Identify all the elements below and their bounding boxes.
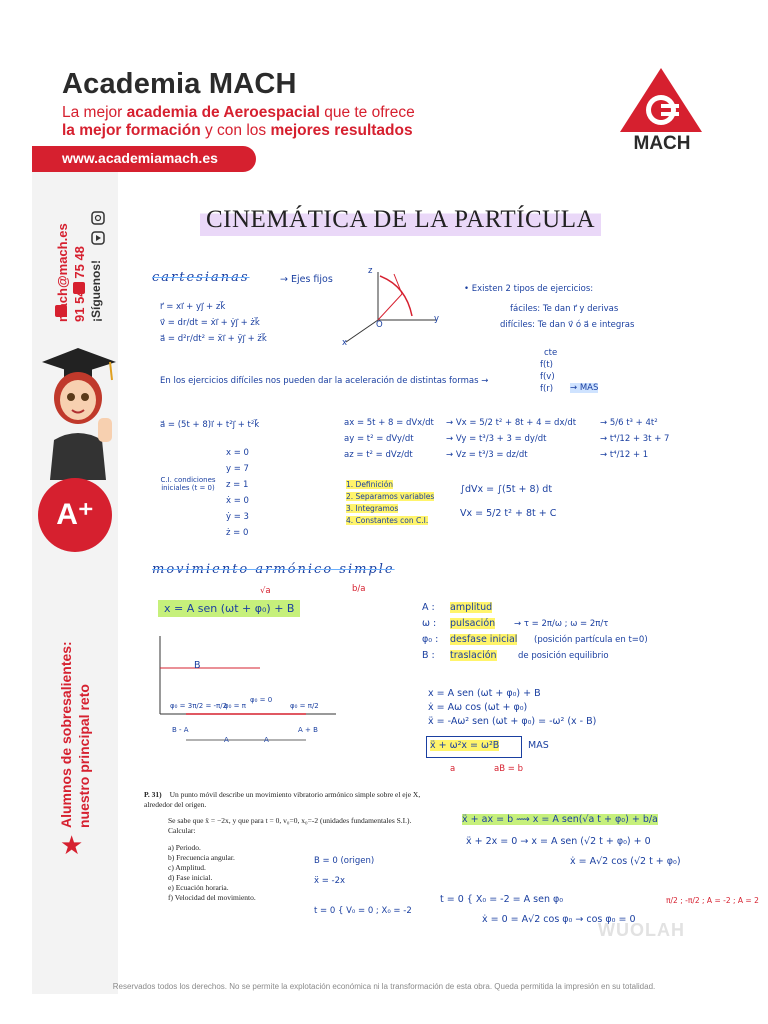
fixed-axes-note: → Ejes fijos — [280, 274, 333, 285]
boxed-a-note: a — [450, 764, 456, 774]
vy-equation: → Vy = t³/3 + 3 = dy/dt — [446, 434, 547, 444]
ay-equation: ay = t² = dVy/dt — [344, 434, 414, 444]
graph-phi-4: φ₀ = π — [224, 702, 246, 710]
graph-b-label: B — [194, 660, 201, 671]
follow-label: ¡Síguenos! — [89, 260, 103, 322]
def-w-name: pulsación — [450, 618, 496, 629]
step-1: 1. Definición — [346, 480, 394, 489]
def-b-name: traslación — [450, 650, 497, 661]
def-b-desc: de posición equilibrio — [518, 651, 609, 661]
accel-form-1: cte — [544, 348, 558, 358]
def-a-name: amplitud — [450, 602, 493, 613]
ax-equation: ax = 5t + 8 = dVx/dt — [344, 418, 434, 428]
mas-equation: x = A sen (ωt + φ₀) + B — [158, 600, 300, 617]
derivative-2: ẍ = -Aω² sen (ωt + φ₀) = -ω² (x - B) — [428, 716, 597, 727]
instagram-icon[interactable] — [92, 212, 104, 224]
brand-name: Academia MACH — [62, 68, 297, 100]
graph-a-plus-b: A + B — [298, 726, 318, 734]
section-cartesianas: cartesianas — [152, 270, 250, 285]
solution-t0-velocity: ẋ = 0 = A√2 cos φ₀ → cos φ₀ = 0 — [482, 914, 636, 925]
tagline-line-1: La mejor academia de Aeroespacial que te ofrece — [62, 104, 415, 121]
section-mas: movimiento armónico simple — [152, 562, 395, 577]
contact-phone[interactable]: 91 543 75 48 — [72, 246, 87, 322]
y-result: → t⁴/12 + 3t + 7 — [600, 434, 670, 444]
mas-tag: → MAS — [570, 383, 599, 393]
video-icon[interactable] — [92, 232, 104, 244]
graph-a-1: A — [224, 736, 229, 744]
vx-equation: → Vx = 5/2 t² + 8t + 4 = dx/dt — [446, 418, 577, 428]
accel-form-4: f(r) — [540, 384, 554, 394]
def-phi-sym: φ₀ : — [422, 634, 439, 645]
wuolah-watermark: WUOLAH — [598, 920, 685, 940]
cartesian-axes-diagram — [340, 266, 450, 346]
graph-phi-3: φ₀ = π/2 — [290, 702, 319, 710]
solution-general: ẍ + ax = b ⟿ x = A sen(√a t + φ₀) + b/a — [462, 814, 658, 825]
def-a-sym: A : — [422, 602, 435, 613]
solution-velocity: ẋ = A√2 cos (√2 t + φ₀) — [570, 856, 681, 867]
def-w-sym: ω : — [422, 618, 437, 629]
integral-setup: ∫dVx = ∫(5t + 8) dt — [460, 484, 553, 495]
axis-y-label: y — [434, 314, 440, 324]
accel-form-2: f(t) — [540, 360, 553, 370]
copyright-footer: Reservados todos los derechos. No se permite la explotación económica ni la transformación de esta obra. Queda permitida la impresión en su totalidad. — [112, 982, 656, 991]
star-icon: ★ — [60, 830, 84, 860]
step-4: 4. Constantes con C.I. — [346, 516, 429, 525]
integral-result: Vx = 5/2 t² + 8t + C — [460, 508, 557, 519]
eq-note-sqrt: √a — [260, 586, 271, 596]
initial-conditions-label: C.I. condiciones iniciales (t = 0) — [160, 476, 216, 492]
logo-text: MACH — [633, 133, 691, 154]
derivative-0: x = A sen (ωt + φ₀) + B — [428, 688, 541, 699]
tagline-line-2: la mejor formación y con los mejores resultados — [62, 122, 413, 139]
example-acceleration: a⃗ = (5t + 8)i⃗ + t²j⃗ + t²k⃗ — [160, 420, 260, 430]
exercise-types-title: • Existen 2 tipos de ejercicios: — [464, 284, 594, 294]
step-3: 3. Integramos — [346, 504, 399, 513]
solution-specific: ẍ + 2x = 0 → x = A sen (√2 t + φ₀) + 0 — [466, 836, 651, 847]
promo-line-2: nuestro principal reto — [76, 684, 92, 828]
ci-z: z = 1 — [226, 480, 249, 490]
vz-equation: → Vz = t³/3 = dz/dt — [446, 450, 528, 460]
az-equation: az = t² = dVz/dt — [344, 450, 413, 460]
ci-y: y = 7 — [226, 464, 249, 474]
position-vector: r⃗ = xi⃗ + yj⃗ + zk⃗ — [160, 302, 226, 312]
hw-origin: B = 0 (origen) — [314, 856, 375, 866]
page-title: CINEMÁTICA DE LA PARTÍCULA — [200, 204, 601, 236]
solution-t0-position: t = 0 { X₀ = -2 = A sen φ₀ — [440, 894, 564, 905]
website-link[interactable]: www.academiamach.es — [62, 150, 218, 166]
mas-boxed-equation: ẍ + ω²x = ω²B — [430, 740, 500, 751]
def-w-desc: → τ = 2π/ω ; ω = 2π/τ — [514, 619, 609, 629]
axis-x-label: x — [342, 338, 348, 348]
graph-a-2: A — [264, 736, 269, 744]
ci-ydot: ẏ = 3 — [226, 512, 249, 522]
boxed-b-note: aB = b — [494, 764, 523, 774]
hw-initial: t = 0 { V₀ = 0 ; X₀ = -2 — [314, 906, 412, 916]
graph-phi-2: φ₀ = 0 — [250, 696, 273, 704]
graph-phi-1: φ₀ = 3π/2 = -π/2 — [170, 702, 228, 710]
problem-statement: P. 31) Un punto móvil describe un movimiento vibratorio armónico simple sobre el eje X, alrededor del origen. Se sabe que ẍ = −2x, y que para t = 0, v₀=0, x₀=-2 (unidades fundamentales S.I.). Calcular: a) Periodo. b) Frecuencia angular. c) Amplitud. d) Fase inicial. e) Ecuación horaria. f) Velocidad del movimiento. — [144, 790, 421, 903]
def-b-sym: B : — [422, 650, 435, 661]
acceleration-vector: a⃗ = d²r/dt² = ẍi⃗ + ÿj⃗ + z̈k⃗ — [160, 334, 267, 344]
def-phi-name: desfase inicial — [450, 634, 518, 645]
def-phi-desc: (posición partícula en t=0) — [534, 635, 648, 645]
origin-label: O — [376, 320, 383, 330]
graduate-mascot-icon — [36, 340, 120, 480]
easy-type: fáciles: Te dan r⃗ y derivas — [510, 304, 619, 314]
hard-exercise-note: En los ejercicios difíciles nos pueden dar la aceleración de distintas formas → — [160, 376, 489, 386]
ci-x: x = 0 — [226, 448, 249, 458]
promo-line-1: Alumnos de sobresalientes: — [58, 641, 74, 828]
hw-accel: ẍ = -2x — [314, 876, 346, 886]
eq-note-ratio: b/a — [352, 584, 366, 594]
graph-b-minus-a: B - A — [172, 726, 189, 734]
accel-form-3: f(v) — [540, 372, 555, 382]
document-page — [130, 180, 759, 970]
grade-badge: A⁺ — [38, 478, 112, 552]
header — [0, 0, 768, 172]
ci-xdot: ẋ = 0 — [226, 496, 249, 506]
contact-email[interactable]: mach@mach.es — [55, 223, 70, 322]
axis-z-label: z — [368, 266, 373, 276]
derivative-1: ẋ = Aω cos (ωt + φ₀) — [428, 702, 528, 713]
ci-zdot: ż = 0 — [226, 528, 249, 538]
velocity-vector: v⃗ = dr/dt = ẋi⃗ + ẏj⃗ + żk⃗ — [160, 318, 260, 328]
step-2: 2. Separamos variables — [346, 492, 435, 501]
mas-boxed-note: MAS — [528, 740, 549, 751]
solution-phase-options: π/2 ; -π/2 ; A = -2 ; A = 2 — [666, 896, 759, 905]
hard-type: difíciles: Te dan v⃗ ó a⃗ e integras — [500, 320, 635, 330]
x-result: → 5/6 t³ + 4t² — [600, 418, 658, 428]
z-result: → t⁴/12 + 1 — [600, 450, 649, 460]
